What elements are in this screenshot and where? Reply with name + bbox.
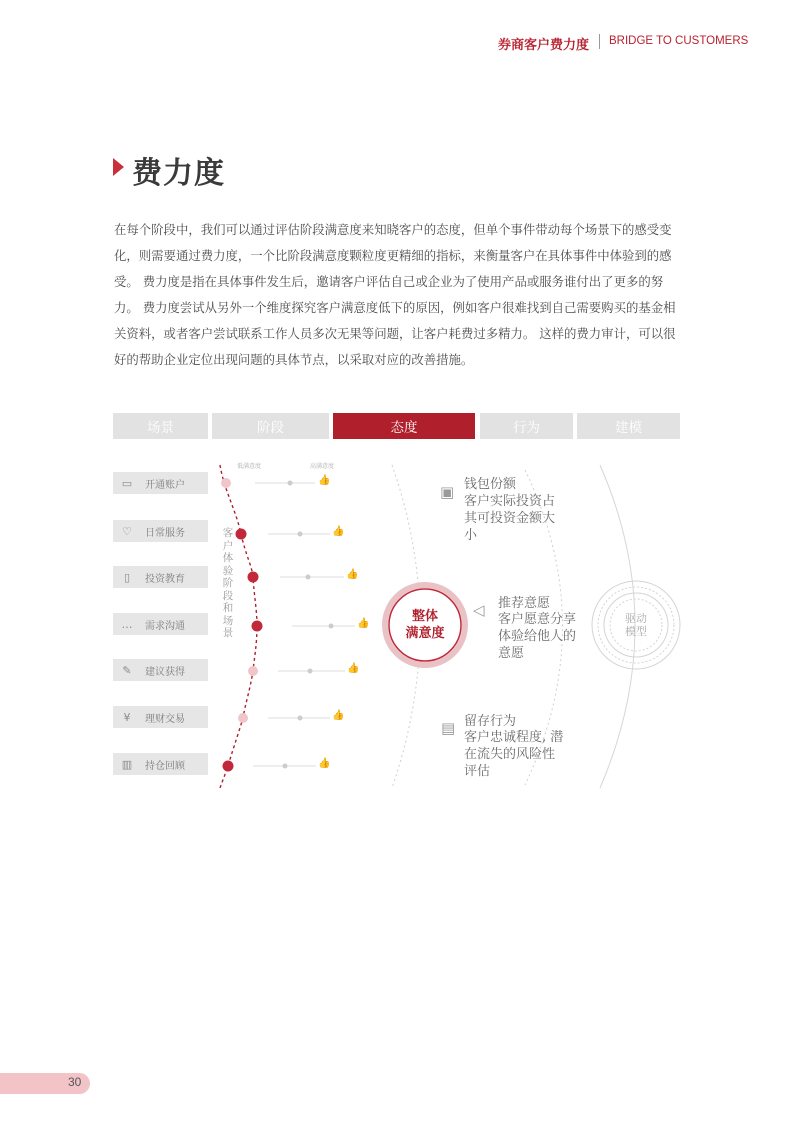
stage-item [113, 472, 208, 494]
stage-label: 理财交易 [145, 713, 185, 725]
block-desc-line: 其可投资金额大 [464, 511, 556, 526]
thumbs-up-icon: 👍 [318, 758, 331, 769]
tab-attitude: 态度 [333, 413, 475, 439]
handshake-icon: ♡ [122, 524, 132, 538]
body-paragraph: 在每个阶段中，我们可以通过评估阶段满意度来知晓客户的态度，但单个事件带动每个场景下的感受变化，则需要通过费力度，一个比阶段满意度颗粒度更精细的指标，来衡量客户在具体事件中体验到的感受。 费力度是指在具体事件发生后，邀请客户评估自己或企业为了使用产品或服务谁付出了更多的努力。 费力度尝试从另外一个维度探究客户满意度低下的原因，例如客户很难找到自己需要购买的基金相关资料，或者客户尝试联系工作人员多次无果等问题，让客户耗费过多精力。 这样的费力审计，可以很好的帮助企业定位出现问题的具体节点，以采取对应的改善措施。 [114, 222, 676, 367]
stage-dot-3 [248, 572, 259, 583]
stage-dot-6 [238, 713, 248, 723]
card-icon: ▭ [121, 476, 133, 490]
block-description [464, 729, 563, 780]
save-icon: ▤ [441, 719, 456, 737]
block-description [498, 611, 576, 662]
stage-label: 建议获得 [145, 666, 185, 678]
page-number: 30 [68, 1075, 82, 1089]
header-subtitle: BRIDGE TO CUSTOMERS [609, 35, 749, 47]
drive-model-label [608, 612, 664, 638]
thumbs-up-icon: 👍 [318, 475, 331, 486]
book-icon: ▯ [123, 570, 131, 584]
block-desc-line: 客户愿意分享 [498, 612, 577, 627]
page-title: 费力度 [132, 156, 225, 191]
drive-line-2: 模型 [625, 625, 647, 638]
barchart-icon: ▥ [121, 757, 133, 771]
center-line-2: 满意度 [405, 626, 445, 641]
scale-high-label: 高满意度 [310, 463, 335, 470]
center-line-1: 整体 [411, 609, 438, 624]
block-desc-line: 在流失的风险性 [464, 747, 556, 762]
stage-label: 需求沟通 [145, 620, 185, 632]
thumbs-up-icon: 👍 [332, 710, 345, 721]
chat-icon: … [121, 617, 133, 631]
stage-dot-2 [236, 529, 247, 540]
stage-label: 开通账户 [145, 479, 185, 491]
scale-low-label: 低满意度 [237, 463, 262, 470]
block-desc-line: 意愿 [498, 646, 525, 661]
stage-dot-1 [221, 478, 231, 488]
stage-item [113, 520, 208, 542]
block-title: 推荐意愿 [498, 596, 551, 611]
thumbs-up-icon: 👍 [347, 663, 360, 674]
megaphone-icon: ◁ [473, 601, 485, 619]
tab-behavior: 行为 [480, 413, 573, 439]
tab-modeling: 建模 [577, 413, 680, 439]
stage-dot-7 [223, 761, 234, 772]
thumbs-up-icon: 👍 [346, 569, 359, 580]
stage-dot-5 [248, 666, 258, 676]
vertical-stage-label: 客户体验阶段和场景 [222, 527, 234, 639]
block-desc-line: 小 [464, 528, 478, 543]
wallet-icon: ▣ [440, 483, 455, 501]
thumbs-up-icon: 👍 [357, 618, 370, 629]
drive-line-1: 驱动 [625, 612, 647, 625]
stage-label: 日常服务 [145, 527, 185, 539]
money-icon: ¥ [123, 710, 131, 724]
block-desc-line: 体验给他人的 [498, 629, 577, 644]
block-description [464, 493, 555, 544]
stage-item [113, 566, 208, 588]
stage-dot-4 [252, 621, 263, 632]
stage-label: 投资教育 [145, 573, 185, 585]
stage-item [113, 613, 208, 635]
stage-label: 持仓回顾 [145, 760, 185, 772]
block-desc-line: 客户忠诚程度, 潜 [464, 730, 564, 745]
tab-stage: 阶段 [212, 413, 329, 439]
header-title: 券商客户费力度 [498, 38, 590, 53]
stage-item [113, 659, 208, 681]
block-desc-line: 评估 [464, 764, 491, 779]
edit-icon: ✎ [122, 663, 132, 677]
block-title: 钱包份额 [464, 477, 517, 492]
block-title: 留存行为 [464, 714, 517, 729]
tab-scene: 场景 [113, 413, 208, 439]
stage-item [113, 753, 208, 775]
thumbs-up-icon: 👍 [332, 526, 345, 537]
block-desc-line: 客户实际投资占 [464, 494, 556, 509]
stage-item [113, 706, 208, 728]
overall-satisfaction-label [393, 608, 457, 642]
